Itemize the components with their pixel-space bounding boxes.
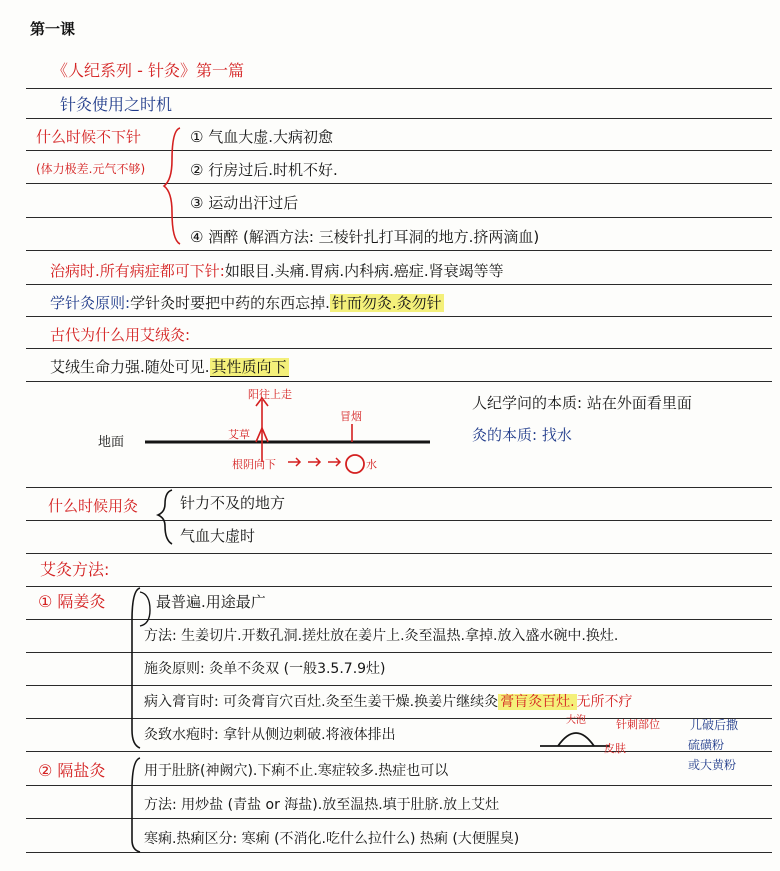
m1-gaohuang-line	[144, 693, 633, 711]
m1-bracket	[132, 588, 140, 748]
needle-label: 针刺部位	[616, 718, 660, 731]
aicao-line	[50, 358, 289, 376]
water-circle	[346, 455, 364, 473]
cure-text: 如眼目.头痛.胃病.内科病.癌症.肾衰竭等等	[224, 262, 504, 280]
learn-line	[50, 294, 444, 312]
aicao-label: 艾草	[228, 428, 250, 441]
m2-title: ② 隔盐灸	[38, 761, 106, 780]
smoke-label: 冒烟	[340, 410, 362, 423]
m1-highlight: 膏肓灸百灶.	[500, 694, 575, 710]
blister-label: 大泡	[566, 715, 586, 726]
cure-line	[50, 262, 504, 280]
arrow-right	[288, 458, 300, 466]
cure-label: 治病时.所有病症都可下针:	[50, 262, 225, 280]
when-not-item: ③ 运动出汗过后	[190, 194, 299, 212]
when-not-item: ① 气血大虚.大病初愈	[190, 128, 333, 146]
skin-label: 皮肤	[604, 742, 626, 755]
when-not-item: ② 行房过后.时机不好.	[190, 161, 338, 179]
remedy-line: 硫磺粉	[688, 738, 725, 752]
m1-sub-bracket	[140, 592, 150, 626]
page-header: 第一课	[30, 20, 76, 38]
when-not-item: ④ 酒醉 (解酒方法: 三棱针扎打耳洞的地方.挤两滴血)	[190, 228, 540, 246]
essence-line-2: 灸的本质: 找水	[472, 426, 572, 444]
when-use-item: 气血大虚时	[180, 527, 256, 545]
aicao-highlight: 其性质向下	[211, 358, 287, 376]
m1-line: 灸致水疱时: 拿针从侧边刺破.将液体排出	[144, 727, 396, 743]
m1-line: 病入膏肓时: 可灸膏肓穴百灶.灸至生姜干燥.换姜片继续灸	[144, 694, 499, 710]
methods-title: 艾灸方法:	[40, 560, 110, 579]
m2-line: 寒痢.热痢区分: 寒痢 (不消化.吃什么拉什么) 热痢 (大便腥臭)	[144, 831, 520, 847]
when-not-label: 什么时候不下针	[36, 128, 142, 146]
m2-bracket	[132, 758, 140, 852]
water-label: 水	[366, 458, 377, 471]
ancient-question: 古代为什么用艾绒灸:	[50, 326, 191, 344]
essence-line-1: 人纪学问的本质: 站在外面看里面	[472, 394, 692, 412]
m1-line: 最普遍.用途最广	[156, 593, 266, 611]
learn-highlight: 针而勿灸.灸勿针	[331, 294, 442, 312]
learn-label: 学针灸原则:	[50, 294, 131, 312]
arrow-right	[328, 458, 340, 466]
when-use-label: 什么时候用灸	[48, 497, 139, 515]
m1-red-note: 无所不疗	[576, 694, 633, 710]
m1-title: ① 隔姜灸	[38, 592, 106, 611]
title: 《人纪系列 - 针灸》第一篇	[52, 61, 244, 80]
m2-line: 方法: 用炒盐 (青盐 or 海盐).放至温热.填于肚脐.放上艾灶	[144, 797, 500, 813]
remedy-line: 儿破后撒	[690, 718, 739, 732]
yin-down-label: 根阴向下	[232, 458, 276, 471]
m2-line: 用于肚脐(神阙穴).下痢不止.寒症较多.热症也可以	[144, 763, 449, 779]
subtitle: 针灸使用之时机	[60, 95, 173, 114]
blister-arc	[558, 733, 594, 746]
m1-line: 方法: 生姜切片.开数孔洞.搓灶放在姜片上.灸至温热.拿掉.放入盛水碗中.换灶.	[144, 628, 619, 644]
arrow-right	[308, 458, 320, 466]
learn-text: 学针灸时要把中药的东西忘掉.	[130, 294, 330, 312]
red-brace	[164, 128, 180, 244]
ground-label: 地面	[98, 435, 125, 450]
remedy-line: 或大黄粉	[688, 758, 737, 772]
m1-line: 施灸原则: 灸单不灸双 (一般3.5.7.9灶)	[144, 661, 386, 677]
yang-up-label: 阳往上走	[248, 388, 292, 401]
black-brace	[158, 490, 172, 544]
when-use-item: 针力不及的地方	[180, 494, 286, 512]
when-not-note: (体力极差.元气不够)	[36, 162, 146, 176]
aicao-text: 艾绒生命力强.随处可见.	[50, 358, 210, 376]
